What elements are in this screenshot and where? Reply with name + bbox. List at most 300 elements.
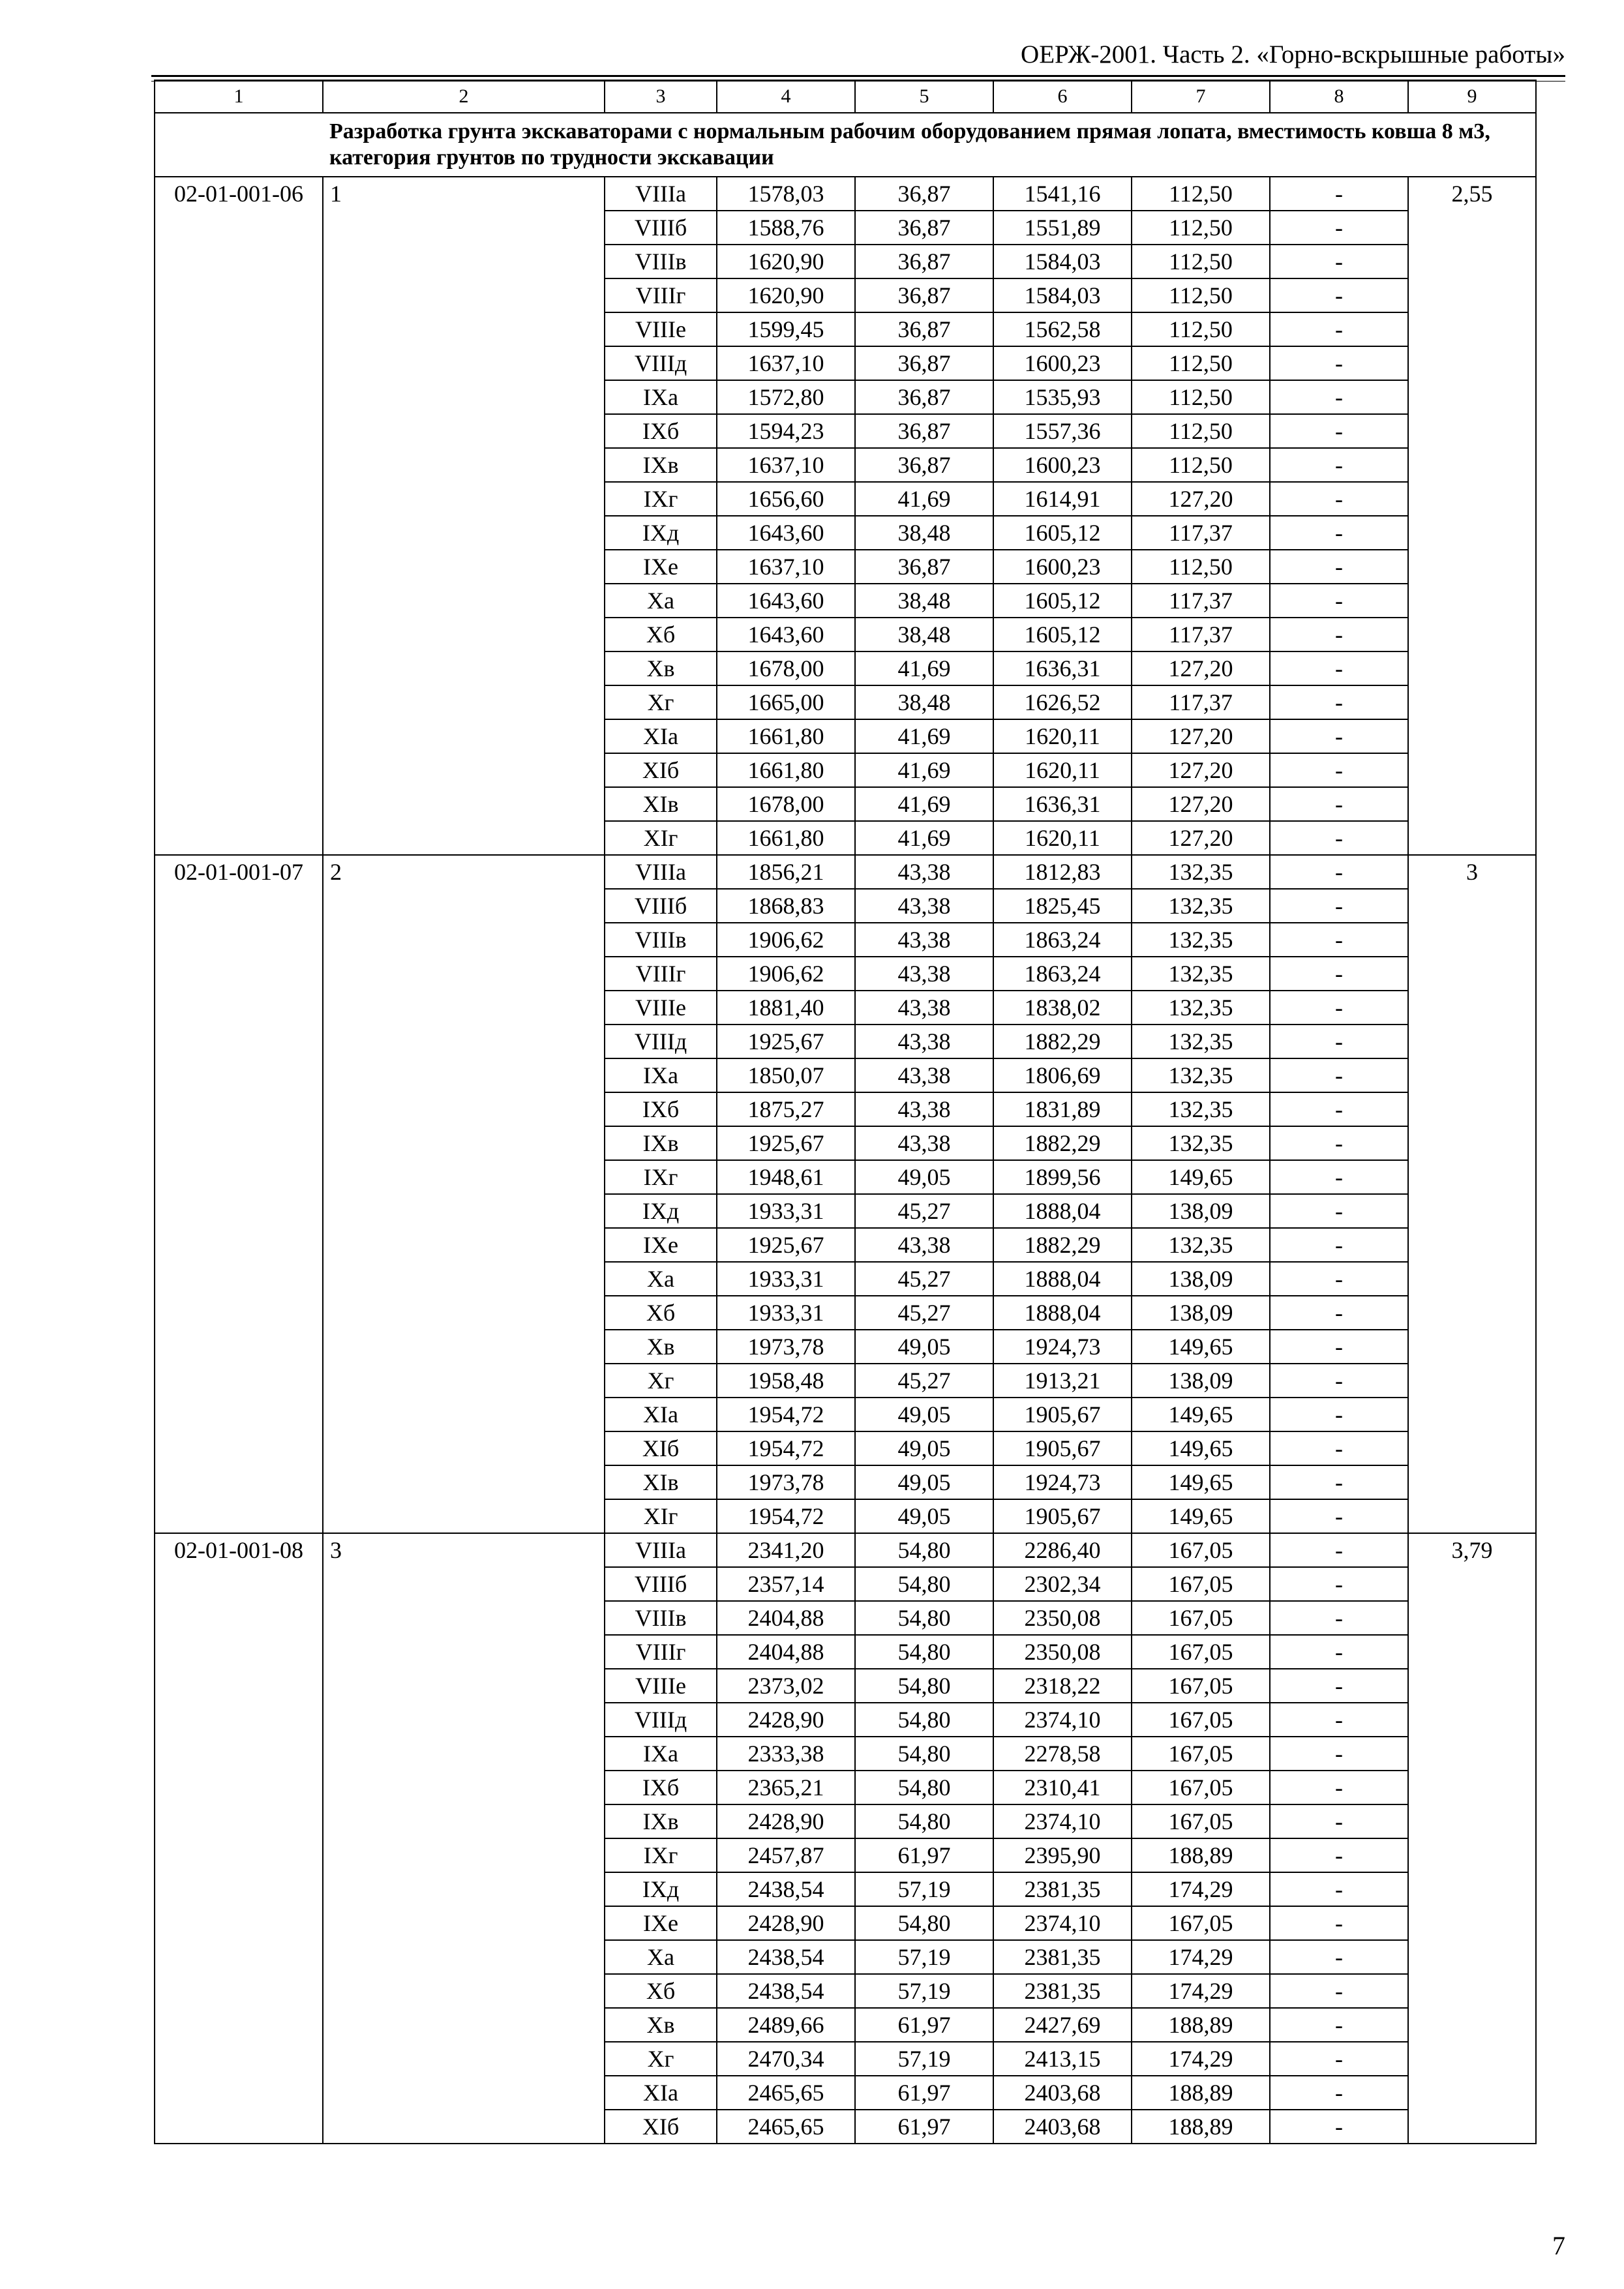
- table-cell: 45,27: [855, 1296, 993, 1330]
- table-cell: 2373,02: [717, 1669, 855, 1703]
- table-cell: 1924,73: [993, 1330, 1132, 1364]
- table-cell: 1954,72: [717, 1499, 855, 1533]
- table-cell: XIа: [605, 2076, 717, 2110]
- table-cell: 1626,52: [993, 685, 1132, 719]
- table-cell: VIIIг: [605, 278, 717, 312]
- table-cell: -: [1270, 923, 1408, 957]
- table-cell: XIв: [605, 1465, 717, 1499]
- table-cell: 2457,87: [717, 1838, 855, 1872]
- table-cell: 1661,80: [717, 821, 855, 855]
- table-cell: -: [1270, 787, 1408, 821]
- table-cell: 149,65: [1132, 1431, 1270, 1465]
- table-cell: 36,87: [855, 380, 993, 414]
- table-cell: 41,69: [855, 482, 993, 516]
- table-cell: -: [1270, 1465, 1408, 1499]
- table-cell: 2286,40: [993, 1533, 1132, 1567]
- table-cell: 2427,69: [993, 2008, 1132, 2042]
- table-cell: 2438,54: [717, 1974, 855, 2008]
- table-cell: Xа: [605, 1262, 717, 1296]
- rate-code: 02-01-001-07: [155, 855, 323, 1533]
- table-cell: 1863,24: [993, 923, 1132, 957]
- table-cell: 167,05: [1132, 1567, 1270, 1601]
- table-cell: -: [1270, 1025, 1408, 1058]
- table-cell: Xв: [605, 651, 717, 685]
- table-cell: -: [1270, 414, 1408, 448]
- table-cell: -: [1270, 1804, 1408, 1838]
- table-cell: 1905,67: [993, 1398, 1132, 1431]
- column-number: 6: [993, 80, 1132, 113]
- table-cell: 2374,10: [993, 1703, 1132, 1737]
- table-cell: 1933,31: [717, 1194, 855, 1228]
- table-cell: -: [1270, 957, 1408, 991]
- table-cell: 1637,10: [717, 346, 855, 380]
- column-number: 4: [717, 80, 855, 113]
- table-cell: 2470,34: [717, 2042, 855, 2076]
- table-cell: -: [1270, 2076, 1408, 2110]
- table-cell: 138,09: [1132, 1262, 1270, 1296]
- table-cell: 167,05: [1132, 1703, 1270, 1737]
- table-cell: Xв: [605, 1330, 717, 1364]
- table-cell: -: [1270, 1194, 1408, 1228]
- column-number: 1: [155, 80, 323, 113]
- table-cell: 61,97: [855, 2076, 993, 2110]
- table-cell: -: [1270, 1838, 1408, 1872]
- table-cell: IXг: [605, 482, 717, 516]
- rate-variant: 2: [323, 855, 605, 1533]
- table-cell: VIIIг: [605, 957, 717, 991]
- table-cell: IXг: [605, 1160, 717, 1194]
- table-cell: 1637,10: [717, 448, 855, 482]
- table-cell: 1882,29: [993, 1025, 1132, 1058]
- table-cell: -: [1270, 1058, 1408, 1092]
- table-cell: 1924,73: [993, 1465, 1132, 1499]
- table-cell: -: [1270, 753, 1408, 787]
- table-cell: 188,89: [1132, 1838, 1270, 1872]
- table-cell: 117,37: [1132, 685, 1270, 719]
- table-cell: 112,50: [1132, 211, 1270, 245]
- table-cell: IXе: [605, 1906, 717, 1940]
- table-cell: 1899,56: [993, 1160, 1132, 1194]
- table-cell: XIг: [605, 1499, 717, 1533]
- table-cell: 61,97: [855, 2110, 993, 2144]
- table-cell: 138,09: [1132, 1364, 1270, 1398]
- table-cell: -: [1270, 1669, 1408, 1703]
- table-cell: 36,87: [855, 278, 993, 312]
- table-cell: VIIIв: [605, 923, 717, 957]
- table-cell: 2381,35: [993, 1940, 1132, 1974]
- table-cell: 132,35: [1132, 1025, 1270, 1058]
- column-number: 5: [855, 80, 993, 113]
- table-cell: VIIIб: [605, 1567, 717, 1601]
- table-cell: 167,05: [1132, 1906, 1270, 1940]
- table-cell: 57,19: [855, 1940, 993, 1974]
- table-cell: 43,38: [855, 1025, 993, 1058]
- table-cell: 38,48: [855, 516, 993, 550]
- table-cell: 2413,15: [993, 2042, 1132, 2076]
- table-cell: 149,65: [1132, 1465, 1270, 1499]
- table-cell: 117,37: [1132, 584, 1270, 618]
- table-cell: 132,35: [1132, 991, 1270, 1025]
- table-cell: 36,87: [855, 448, 993, 482]
- table-cell: Xб: [605, 1974, 717, 2008]
- table-cell: -: [1270, 685, 1408, 719]
- table-cell: 1863,24: [993, 957, 1132, 991]
- table-cell: VIIIд: [605, 1025, 717, 1058]
- table-cell: 1643,60: [717, 618, 855, 651]
- table-cell: 38,48: [855, 584, 993, 618]
- table-cell: 112,50: [1132, 312, 1270, 346]
- table-cell: 1535,93: [993, 380, 1132, 414]
- table-cell: 1913,21: [993, 1364, 1132, 1398]
- table-cell: -: [1270, 1364, 1408, 1398]
- rate-col9: 3: [1408, 855, 1536, 1533]
- table-cell: 36,87: [855, 312, 993, 346]
- table-cell: -: [1270, 346, 1408, 380]
- table-cell: 2428,90: [717, 1804, 855, 1838]
- table-cell: XIб: [605, 753, 717, 787]
- table-cell: 1905,67: [993, 1431, 1132, 1465]
- table-cell: 132,35: [1132, 889, 1270, 923]
- table-cell: 1678,00: [717, 787, 855, 821]
- table-cell: 43,38: [855, 1228, 993, 1262]
- table-cell: 2374,10: [993, 1804, 1132, 1838]
- page-number: 7: [1552, 2231, 1565, 2260]
- table-cell: -: [1270, 380, 1408, 414]
- table-cell: VIIIг: [605, 1635, 717, 1669]
- table-cell: VIIIб: [605, 889, 717, 923]
- table-cell: 188,89: [1132, 2076, 1270, 2110]
- table-cell: -: [1270, 2008, 1408, 2042]
- table-cell: 2365,21: [717, 1771, 855, 1804]
- table-cell: 43,38: [855, 957, 993, 991]
- table-cell: 1973,78: [717, 1330, 855, 1364]
- table-cell: 112,50: [1132, 346, 1270, 380]
- table-cell: XIг: [605, 821, 717, 855]
- table-cell: 127,20: [1132, 787, 1270, 821]
- table-cell: 43,38: [855, 991, 993, 1025]
- table-cell: 36,87: [855, 414, 993, 448]
- table-cell: 127,20: [1132, 482, 1270, 516]
- rate-code: 02-01-001-08: [155, 1533, 323, 2144]
- table-cell: -: [1270, 1703, 1408, 1737]
- table-cell: 1875,27: [717, 1092, 855, 1126]
- table-cell: 149,65: [1132, 1330, 1270, 1364]
- table-cell: 1661,80: [717, 719, 855, 753]
- table-cell: 132,35: [1132, 855, 1270, 889]
- rate-col9: 3,79: [1408, 1533, 1536, 2144]
- table-cell: 38,48: [855, 685, 993, 719]
- table-cell: 138,09: [1132, 1296, 1270, 1330]
- table-cell: 1643,60: [717, 584, 855, 618]
- table-cell: 2465,65: [717, 2110, 855, 2144]
- column-number-row: [155, 80, 1536, 113]
- table-cell: 149,65: [1132, 1398, 1270, 1431]
- page-header: [151, 26, 1565, 72]
- table-cell: 1925,67: [717, 1228, 855, 1262]
- table-cell: 49,05: [855, 1499, 993, 1533]
- table-cell: 1562,58: [993, 312, 1132, 346]
- table-cell: 36,87: [855, 550, 993, 584]
- table-cell: IXе: [605, 550, 717, 584]
- table-cell: -: [1270, 618, 1408, 651]
- table-cell: 45,27: [855, 1194, 993, 1228]
- table-cell: VIIIа: [605, 1533, 717, 1567]
- section-title: Разработка грунта экскаваторами с нормальным рабочим оборудованием прямая лопата, вместимость ковша 8 м3, категория грунтов по трудности экскавации: [323, 113, 1536, 177]
- table-cell: 188,89: [1132, 2008, 1270, 2042]
- table-row: [155, 1533, 1536, 1567]
- header-rule: [151, 75, 1565, 77]
- table-cell: IXд: [605, 1194, 717, 1228]
- table-cell: 41,69: [855, 821, 993, 855]
- table-cell: 1888,04: [993, 1296, 1132, 1330]
- table-cell: -: [1270, 2110, 1408, 2144]
- table-cell: 1812,83: [993, 855, 1132, 889]
- table-cell: 45,27: [855, 1364, 993, 1398]
- header-title: ОЕРЖ-2001. Часть 2. «Горно-вскрышные работы»: [1021, 40, 1565, 68]
- table-cell: -: [1270, 448, 1408, 482]
- table-cell: 2403,68: [993, 2076, 1132, 2110]
- table-cell: 1888,04: [993, 1262, 1132, 1296]
- table-cell: 1614,91: [993, 482, 1132, 516]
- table-cell: 132,35: [1132, 1058, 1270, 1092]
- table-cell: 41,69: [855, 787, 993, 821]
- table-cell: 1605,12: [993, 618, 1132, 651]
- table-cell: 2318,22: [993, 1669, 1132, 1703]
- table-cell: 1948,61: [717, 1160, 855, 1194]
- table-cell: 1906,62: [717, 957, 855, 991]
- table-cell: 1594,23: [717, 414, 855, 448]
- rates-table-body: [155, 80, 1536, 2144]
- table-cell: 1636,31: [993, 787, 1132, 821]
- table-cell: VIIIа: [605, 855, 717, 889]
- table-cell: 167,05: [1132, 1737, 1270, 1771]
- table-cell: -: [1270, 1635, 1408, 1669]
- table-cell: -: [1270, 1940, 1408, 1974]
- table-cell: 1906,62: [717, 923, 855, 957]
- table-cell: 1620,11: [993, 753, 1132, 787]
- table-row: [155, 855, 1536, 889]
- table-cell: VIIIе: [605, 1669, 717, 1703]
- table-cell: 2350,08: [993, 1635, 1132, 1669]
- table-cell: VIIIв: [605, 1601, 717, 1635]
- table-cell: 1661,80: [717, 753, 855, 787]
- table-cell: Xв: [605, 2008, 717, 2042]
- table-cell: 132,35: [1132, 1126, 1270, 1160]
- table-cell: 2381,35: [993, 1974, 1132, 2008]
- table-cell: 54,80: [855, 1635, 993, 1669]
- table-cell: -: [1270, 550, 1408, 584]
- table-cell: 1665,00: [717, 685, 855, 719]
- table-cell: 1620,11: [993, 719, 1132, 753]
- table-cell: 132,35: [1132, 1092, 1270, 1126]
- table-cell: -: [1270, 312, 1408, 346]
- table-cell: 36,87: [855, 177, 993, 211]
- table-cell: 2404,88: [717, 1635, 855, 1669]
- table-cell: -: [1270, 855, 1408, 889]
- table-cell: 1599,45: [717, 312, 855, 346]
- table-cell: Xа: [605, 584, 717, 618]
- table-cell: 1850,07: [717, 1058, 855, 1092]
- table-cell: 1605,12: [993, 584, 1132, 618]
- table-cell: -: [1270, 1431, 1408, 1465]
- table-cell: 49,05: [855, 1398, 993, 1431]
- table-cell: 1600,23: [993, 550, 1132, 584]
- table-cell: 174,29: [1132, 2042, 1270, 2076]
- table-cell: -: [1270, 1567, 1408, 1601]
- table-cell: -: [1270, 651, 1408, 685]
- table-cell: 1954,72: [717, 1431, 855, 1465]
- table-cell: -: [1270, 1262, 1408, 1296]
- table-cell: -: [1270, 584, 1408, 618]
- table-row: [155, 177, 1536, 211]
- table-cell: 2438,54: [717, 1872, 855, 1906]
- table-cell: 174,29: [1132, 1940, 1270, 1974]
- table-cell: 1656,60: [717, 482, 855, 516]
- table-cell: -: [1270, 1330, 1408, 1364]
- table-cell: 1881,40: [717, 991, 855, 1025]
- table-cell: 127,20: [1132, 821, 1270, 855]
- table-cell: 2395,90: [993, 1838, 1132, 1872]
- table-cell: 112,50: [1132, 278, 1270, 312]
- table-cell: 61,97: [855, 2008, 993, 2042]
- table-cell: 2438,54: [717, 1940, 855, 1974]
- column-number: 3: [605, 80, 717, 113]
- table-cell: IXг: [605, 1838, 717, 1872]
- table-cell: 167,05: [1132, 1771, 1270, 1804]
- table-cell: -: [1270, 482, 1408, 516]
- table-cell: -: [1270, 1872, 1408, 1906]
- rate-variant: 3: [323, 1533, 605, 2144]
- table-cell: 174,29: [1132, 1872, 1270, 1906]
- table-cell: VIIIе: [605, 991, 717, 1025]
- table-cell: IXе: [605, 1228, 717, 1262]
- table-cell: -: [1270, 278, 1408, 312]
- table-cell: 54,80: [855, 1906, 993, 1940]
- table-cell: VIIIе: [605, 312, 717, 346]
- table-cell: 188,89: [1132, 2110, 1270, 2144]
- table-cell: IXв: [605, 448, 717, 482]
- table-cell: -: [1270, 1533, 1408, 1567]
- table-cell: IXд: [605, 1872, 717, 1906]
- table-cell: -: [1270, 1771, 1408, 1804]
- table-cell: IXа: [605, 380, 717, 414]
- table-cell: VIIIа: [605, 177, 717, 211]
- table-cell: 49,05: [855, 1431, 993, 1465]
- rate-variant: 1: [323, 177, 605, 855]
- table-cell: 36,87: [855, 245, 993, 278]
- table-cell: -: [1270, 1737, 1408, 1771]
- table-cell: 61,97: [855, 1838, 993, 1872]
- table-cell: 167,05: [1132, 1804, 1270, 1838]
- column-number: 8: [1270, 80, 1408, 113]
- table-cell: 36,87: [855, 211, 993, 245]
- table-cell: Xг: [605, 685, 717, 719]
- table-cell: 2489,66: [717, 2008, 855, 2042]
- table-cell: -: [1270, 516, 1408, 550]
- table-cell: Xг: [605, 2042, 717, 2076]
- table-cell: 112,50: [1132, 380, 1270, 414]
- column-number: 9: [1408, 80, 1536, 113]
- table-cell: 2428,90: [717, 1906, 855, 1940]
- table-cell: 41,69: [855, 719, 993, 753]
- table-cell: 2333,38: [717, 1737, 855, 1771]
- table-cell: 1806,69: [993, 1058, 1132, 1092]
- table-cell: 1584,03: [993, 278, 1132, 312]
- table-cell: Xб: [605, 1296, 717, 1330]
- rate-code: 02-01-001-06: [155, 177, 323, 855]
- table-cell: 2403,68: [993, 2110, 1132, 2144]
- table-cell: 1636,31: [993, 651, 1132, 685]
- table-cell: 1605,12: [993, 516, 1132, 550]
- table-cell: 57,19: [855, 1872, 993, 1906]
- table-cell: 2278,58: [993, 1737, 1132, 1771]
- table-cell: VIIIд: [605, 1703, 717, 1737]
- table-cell: 36,87: [855, 346, 993, 380]
- table-cell: 1600,23: [993, 346, 1132, 380]
- table-cell: 54,80: [855, 1669, 993, 1703]
- table-cell: 149,65: [1132, 1499, 1270, 1533]
- table-cell: IXа: [605, 1737, 717, 1771]
- table-cell: 1643,60: [717, 516, 855, 550]
- table-cell: 1588,76: [717, 211, 855, 245]
- table-cell: 54,80: [855, 1567, 993, 1601]
- table-cell: 54,80: [855, 1804, 993, 1838]
- table-cell: 43,38: [855, 1092, 993, 1126]
- table-cell: 43,38: [855, 923, 993, 957]
- table-cell: -: [1270, 1228, 1408, 1262]
- table-cell: 117,37: [1132, 618, 1270, 651]
- table-cell: -: [1270, 821, 1408, 855]
- table-cell: 167,05: [1132, 1601, 1270, 1635]
- table-cell: 2465,65: [717, 2076, 855, 2110]
- table-cell: 132,35: [1132, 1228, 1270, 1262]
- table-cell: 1882,29: [993, 1126, 1132, 1160]
- table-cell: 43,38: [855, 889, 993, 923]
- table-cell: 1541,16: [993, 177, 1132, 211]
- table-cell: IXб: [605, 1771, 717, 1804]
- table-cell: 1620,90: [717, 278, 855, 312]
- table-cell: -: [1270, 2042, 1408, 2076]
- table-cell: Xб: [605, 618, 717, 651]
- table-cell: 174,29: [1132, 1974, 1270, 2008]
- table-cell: 127,20: [1132, 651, 1270, 685]
- table-cell: -: [1270, 719, 1408, 753]
- table-cell: 112,50: [1132, 448, 1270, 482]
- table-cell: -: [1270, 1398, 1408, 1431]
- table-cell: XIа: [605, 719, 717, 753]
- table-cell: XIа: [605, 1398, 717, 1431]
- table-cell: XIб: [605, 1431, 717, 1465]
- table-cell: 38,48: [855, 618, 993, 651]
- table-cell: IXд: [605, 516, 717, 550]
- table-cell: VIIIв: [605, 245, 717, 278]
- table-cell: 112,50: [1132, 177, 1270, 211]
- table-cell: 167,05: [1132, 1669, 1270, 1703]
- table-cell: 1973,78: [717, 1465, 855, 1499]
- table-cell: 41,69: [855, 651, 993, 685]
- table-cell: -: [1270, 1974, 1408, 2008]
- table-cell: 1557,36: [993, 414, 1132, 448]
- table-cell: 132,35: [1132, 957, 1270, 991]
- table-cell: 1888,04: [993, 1194, 1132, 1228]
- table-cell: 1551,89: [993, 211, 1132, 245]
- table-cell: -: [1270, 1160, 1408, 1194]
- table-cell: 1678,00: [717, 651, 855, 685]
- table-cell: 1856,21: [717, 855, 855, 889]
- table-cell: 2310,41: [993, 1771, 1132, 1804]
- table-cell: 112,50: [1132, 414, 1270, 448]
- table-cell: -: [1270, 889, 1408, 923]
